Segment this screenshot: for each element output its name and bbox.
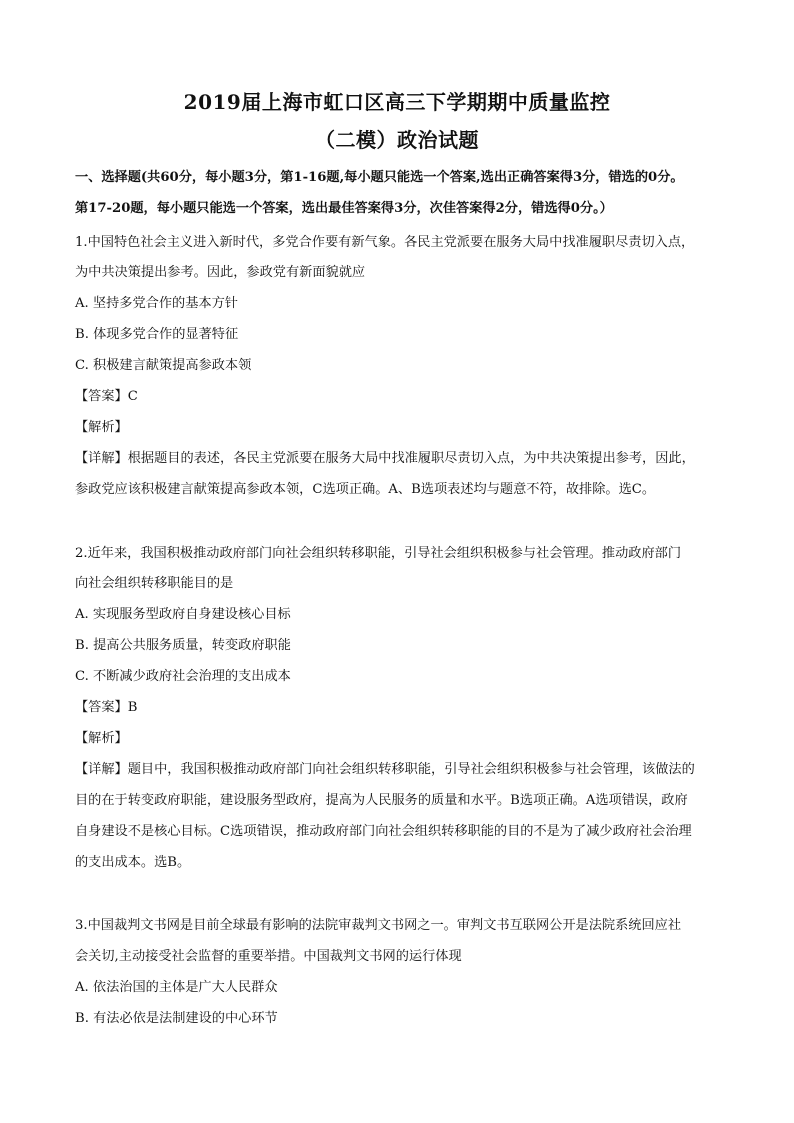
q3-stem-line1: 3.中国裁判文书网是目前全球最有影响的法院审裁判文书网之一。审判文书互联网公开是法院系统回应社 <box>75 918 682 933</box>
q2-stem-line1: 2.近年来，我国积极推动政府部门向社会组织转移职能，引导社会组织积极参与社会管理。推动政府部门 <box>75 546 682 561</box>
q1-option-b: B. 体现多党合作的显著特征 <box>75 327 239 342</box>
section-instructions-line2: 第17-20题，每小题只能选一个答案，选出最佳答案得3分，次佳答案得2分，错选得0分。） <box>75 201 613 216</box>
q2-analysis-label: 【解析】 <box>75 731 128 746</box>
q2-detail-line3: 自身建设不是核心目标。C选项错误，推动政府部门向社会组织转移职能的目的不是为了减少政府社会治理 <box>75 824 692 839</box>
section-instructions-line1: 一、选择题(共60分，每小题3分，第1-16题,每小题只能选一个答案,选出正确答案得3分，错选的0分。 <box>75 170 684 185</box>
q1-stem-line1: 1.中国特色社会主义进入新时代，多党合作要有新气象。各民主党派要在服务大局中找准履职尽责切入点， <box>75 235 695 250</box>
q2-detail-line4: 的支出成本。选B。 <box>75 855 191 870</box>
q2-detail-line2: 目的在于转变政府职能，建设服务型政府，提高为人民服务的质量和水平。B选项正确。A选项错误，政府 <box>75 793 688 808</box>
q2-detail-line1: 【详解】题目中，我国积极推动政府部门向社会组织转移职能，引导社会组织积极参与社会管理，该做法的 <box>75 762 695 777</box>
q3-option-a: A. 依法治国的主体是广大人民群众 <box>75 980 278 995</box>
q1-option-c: C. 积极建言献策提高参政本领 <box>75 358 252 373</box>
q1-answer: 【答案】C <box>75 389 138 404</box>
q2-option-a: A. 实现服务型政府自身建设核心目标 <box>75 607 291 622</box>
q3-option-b: B. 有法必依是法制建设的中心环节 <box>75 1011 278 1026</box>
document-title-line1: 2019届上海市虹口区高三下学期期中质量监控 <box>183 90 611 114</box>
q3-stem-line2: 会关切,主动接受社会监督的重要举措。中国裁判文书网的运行体现 <box>75 949 462 964</box>
q1-detail-line2: 参政党应该积极建言献策提高参政本领，C选项正确。A、B选项表述均与题意不符，故排除。选C。 <box>75 482 656 497</box>
q2-option-c: C. 不断减少政府社会治理的支出成本 <box>75 669 291 684</box>
q1-analysis-label: 【解析】 <box>75 420 128 435</box>
q1-option-a: A. 坚持多党合作的基本方针 <box>75 296 238 311</box>
document-title-line2: （二模）政治试题 <box>315 128 479 152</box>
q1-detail-line1: 【详解】根据题目的表述，各民主党派要在服务大局中找准履职尽责切入点，为中共决策提出参考，因此， <box>75 451 695 466</box>
q2-answer: 【答案】B <box>75 700 138 715</box>
q1-stem-line2: 为中共决策提出参考。因此，参政党有新面貌就应 <box>75 265 366 280</box>
q2-option-b: B. 提高公共服务质量，转变政府职能 <box>75 638 291 653</box>
q2-stem-line2: 向社会组织转移职能目的是 <box>75 576 234 591</box>
